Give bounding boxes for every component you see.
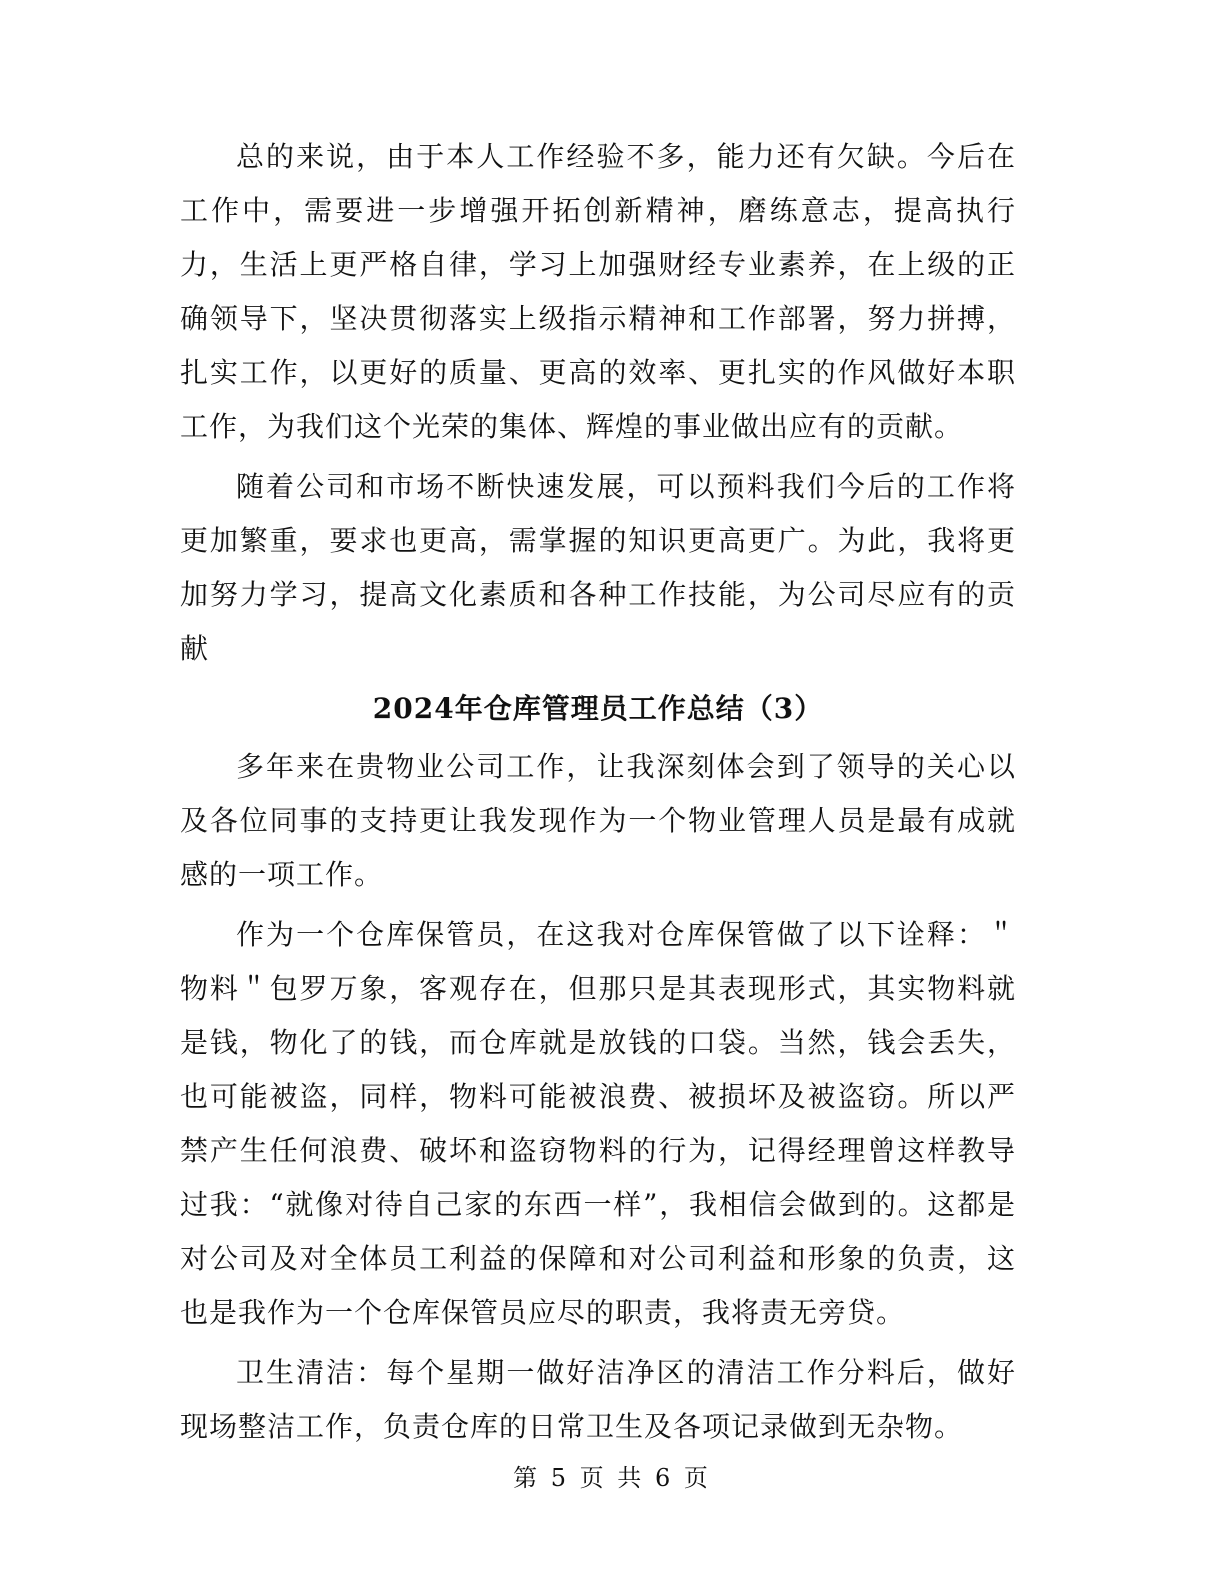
- paragraph-summary: 总的来说，由于本人工作经验不多，能力还有欠缺。今后在工作中，需要进一步增强开拓创新精神，磨练意志，提高执行力，生活上更严格自律，学习上加强财经专业素养，在上级的正确领导下，坚决贯彻落实上级指示精神和工作部署，努力拼搏，扎实工作，以更好的质量、更高的效率、更扎实的作风做好本职工作，为我们这个光荣的集体、辉煌的事业做出应有的贡献。: [180, 140, 1016, 443]
- paragraph-cleaning: 卫生清洁：每个星期一做好洁净区的清洁工作分料后，做好现场整洁工作，负责仓库的日常卫生及各项记录做到无杂物。: [180, 1356, 1016, 1443]
- page-number-footer: 第 5 页 共 6 页: [513, 1464, 711, 1492]
- paragraph-warehouse-role: 作为一个仓库保管员，在这我对仓库保管做了以下诠释：＂物料＂包罗万象，客观存在，但那只是其表现形式，其实物料就是钱，物化了的钱，而仓库就是放钱的口袋。当然，钱会丢失，也可能被盗，同样，物料可能被浪费、被损坏及被盗窃。所以严禁产生任何浪费、破坏和盗窃物料的行为，记得经理曾这样教导过我：“就像对待自己家的东西一样”，我相信会做到的。这都是对公司及对全体员工利益的保障和对公司利益和形象的负责，这也是我作为一个仓库保管员应尽的职责，我将责无旁贷。: [180, 918, 1016, 1329]
- section-title: 2024年仓库管理员工作总结（3）: [372, 692, 824, 725]
- document-page: [180, 130, 1016, 1454]
- paragraph-outlook: 随着公司和市场不断快速发展，可以预料我们今后的工作将更加繁重，要求也更高，需掌握的知识更高更广。为此，我将更加努力学习，提高文化素质和各种工作技能，为公司尽应有的贡献: [180, 470, 1016, 665]
- paragraph-intro: 多年来在贵物业公司工作，让我深刻体会到了领导的关心以及各位同事的支持更让我发现作为一个物业管理人员是最有成就感的一项工作。: [180, 750, 1016, 891]
